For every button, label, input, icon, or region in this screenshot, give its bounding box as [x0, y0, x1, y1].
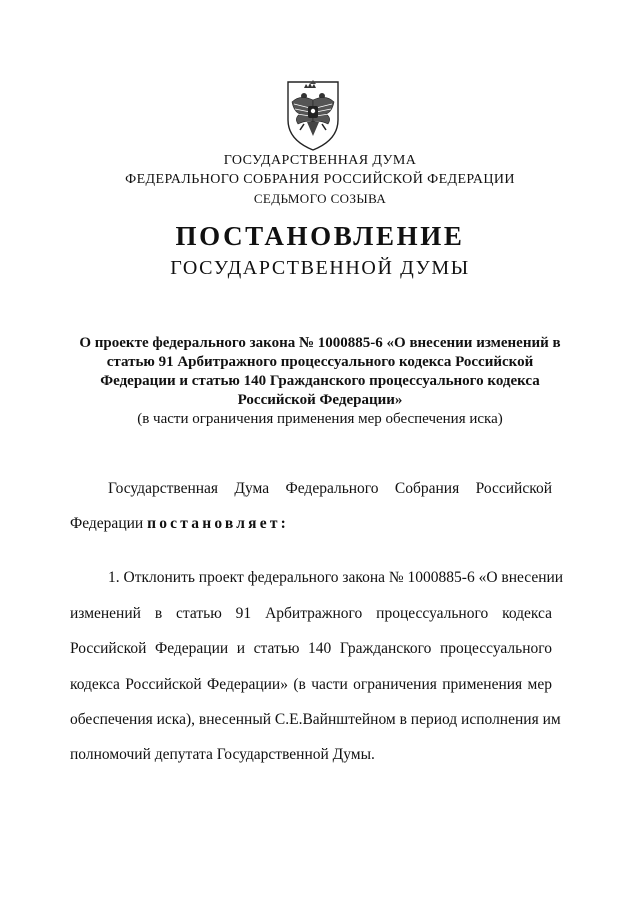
paragraph-line: полномочий депутата Государственной Думы. [70, 746, 375, 763]
subject-line: статью 91 Арбитражного процессуального кодекса Российской [106, 354, 534, 370]
document-subject [70, 334, 570, 429]
document-title: ПОСТАНОВЛЕНИЕ [175, 221, 465, 251]
paragraph-line: Российской Федерации и статью 140 Гражданского процессуального [70, 640, 552, 657]
organization-full-name: ФЕДЕРАЛЬНОГО СОБРАНИЯ РОССИЙСКОЙ ФЕДЕРАЦИИ [125, 172, 515, 187]
document-subtitle: ГОСУДАРСТВЕННОЙ ДУМЫ [170, 257, 470, 279]
coat-of-arms-icon [280, 76, 346, 152]
decree-word: постановляет: [147, 515, 289, 532]
preamble-line [70, 515, 552, 533]
subject-line: О проекте федерального закона № 1000885-6 «О внесении изменений в [79, 335, 561, 351]
paragraph-line: изменений в статью 91 Арбитражного процессуального кодекса [70, 605, 552, 622]
subject-line: Федерации и статью 140 Гражданского процессуального кодекса [100, 373, 540, 389]
paragraph-line: 1. Отклонить проект федерального закона № 1000885-6 «О внесении [108, 569, 564, 586]
paragraph-line: обеспечения иска), внесенный С.Е.Вайнштейном в период исполнения им [70, 711, 561, 728]
preamble-text: Федерации [70, 515, 144, 532]
preamble-line: Государственная Дума Федерального Собрания Российской [108, 480, 552, 497]
subject-line: Российской Федерации» [237, 392, 403, 408]
subject-note: (в части ограничения применения мер обеспечения иска) [137, 411, 503, 427]
paragraph-line: кодекса Российской Федерации» (в части ограничения применения мер [70, 676, 552, 693]
convocation: СЕДЬМОГО СОЗЫВА [253, 191, 387, 206]
organization-name: ГОСУДАРСТВЕННАЯ ДУМА [223, 153, 417, 168]
